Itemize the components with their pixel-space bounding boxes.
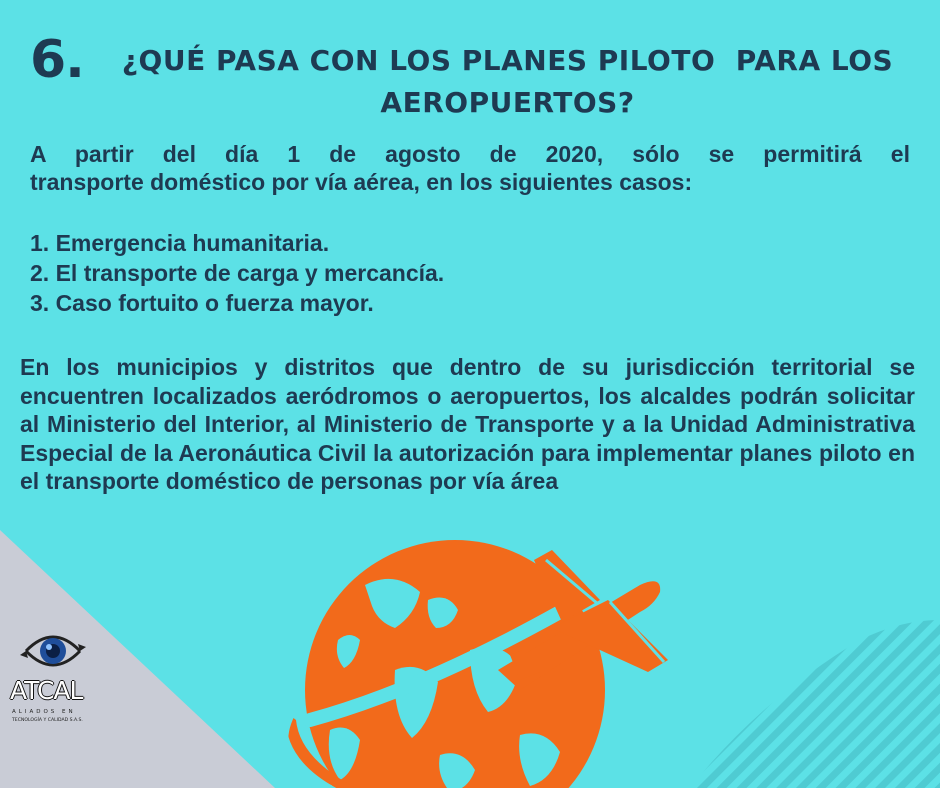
cases-list <box>30 228 910 318</box>
page-title <box>100 40 915 124</box>
list-item: 3. Caso fortuito o fuerza mayor. <box>30 290 374 316</box>
logo-tagline-2: TECNOLOGÍA Y CALIDAD S.A.S. <box>12 718 83 723</box>
body-paragraph: En los municipios y distritos que dentro de su jurisdicción territorial se encuentren localizados aeródromos o aeropuertos, los alcaldes podrán solicitar al Ministerio del Interior, al Ministerio de Transporte y a la Unidad Administrativa Especial de la Aeronáutica Civil la autorización para implementar planes piloto en el transporte doméstico de personas por vía área <box>20 354 915 495</box>
intro-line-2: transporte doméstico por vía aérea, en los siguientes casos: <box>30 169 693 195</box>
intro-line-1: A partir del día 1 de agosto de 2020, sólo se permitirá el <box>30 141 910 167</box>
title-line-1: ¿QUÉ PASA CON LOS PLANES PILOTO PARA LOS <box>121 44 894 77</box>
title-line-2: AEROPUERTOS? <box>380 86 635 119</box>
intro-text <box>30 140 910 196</box>
section-number: 6. <box>30 30 84 90</box>
eye-logo-icon <box>18 625 88 677</box>
atcal-logo <box>10 625 100 735</box>
list-item: 2. El transporte de carga y mercancía. <box>30 260 445 286</box>
logo-wordmark: ATCAL <box>10 676 83 705</box>
logo-tagline-1: ALIADOS EN <box>12 709 76 715</box>
list-item: 1. Emergencia humanitaria. <box>30 230 330 256</box>
